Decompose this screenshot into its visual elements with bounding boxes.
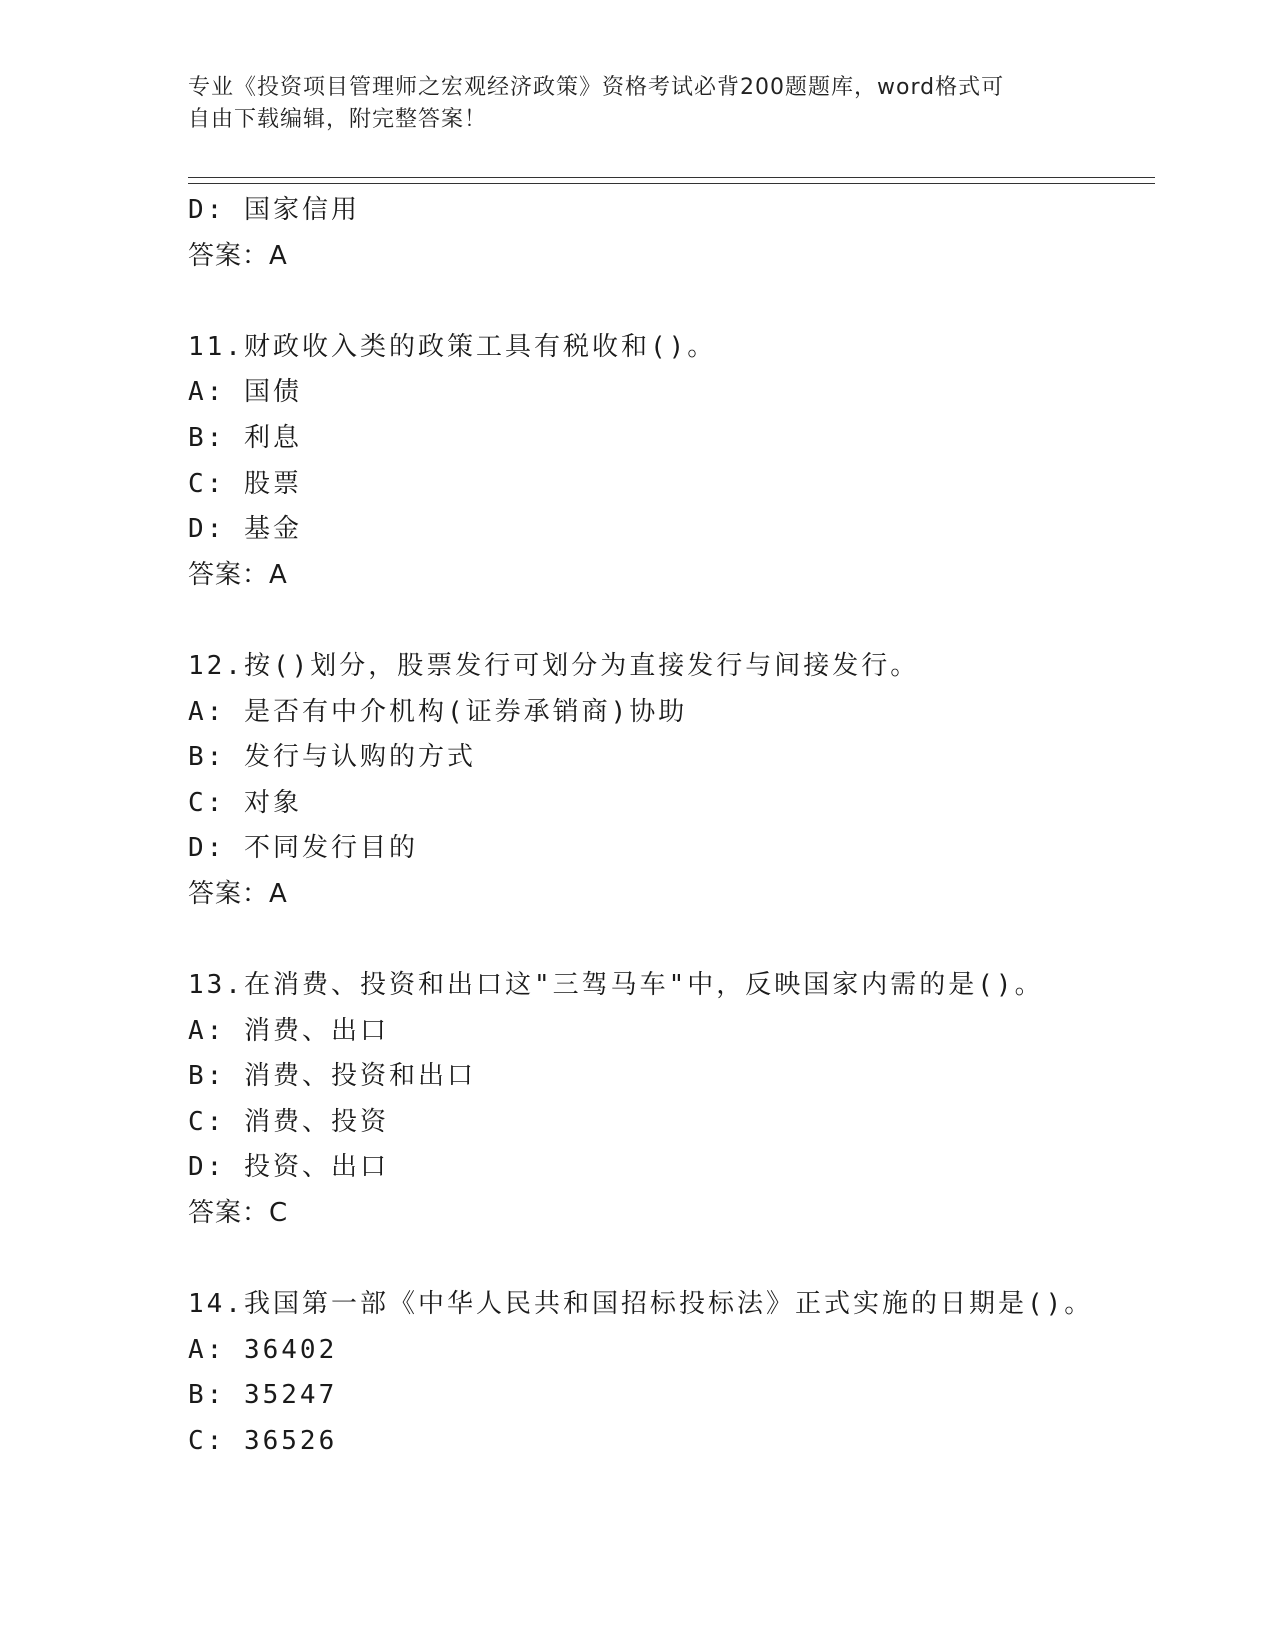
option-d: D: 投资、出口 [188,1152,389,1183]
spacer [188,598,1148,644]
header-divider-top [188,177,1155,178]
question-text: 12.按()划分，股票发行可划分为直接发行与间接发行。 [188,650,920,681]
option-a: A: 36402 [188,1334,338,1365]
question-block-13 [188,963,1148,1237]
question-text: 14.我国第一部《中华人民共和国招标投标法》正式实施的日期是()。 [188,1289,1094,1320]
option-b: B: 利息 [188,422,302,453]
option-b: B: 消费、投资和出口 [188,1061,476,1092]
option-a: A: 消费、出口 [188,1015,389,1046]
question-block-11 [188,325,1148,599]
answer: 答案：A [188,559,288,590]
option-d: D: 不同发行目的 [188,833,418,864]
header-line-2: 自由下载编辑，附完整答案！ [188,107,488,132]
option-d: D: 基金 [188,514,302,545]
spacer [188,918,1148,964]
answer: 答案：A [188,240,288,271]
option-c: C: 消费、投资 [188,1106,389,1137]
header-divider-bottom [188,183,1155,184]
question-text: 11.财政收入类的政策工具有税收和()。 [188,331,717,362]
option-a: A: 国债 [188,377,302,408]
question-block-12 [188,644,1148,918]
spacer [188,279,1148,325]
option-c: C: 股票 [188,468,302,499]
question-content [188,188,1148,1465]
header-line-1: 专业《投资项目管理师之宏观经济政策》资格考试必背200题题库，word格式可 [188,75,1005,100]
document-header [188,72,1068,136]
option-b: B: 35247 [188,1380,338,1411]
option-c: C: 36526 [188,1426,338,1457]
option-b: B: 发行与认购的方式 [188,742,476,773]
question-block-14 [188,1282,1148,1464]
option-a: A: 是否有中介机构(证券承销商)协助 [188,696,688,727]
option-c: C: 对象 [188,787,302,818]
question-text: 13.在消费、投资和出口这"三驾马车"中，反映国家内需的是()。 [188,970,1044,1001]
answer: 答案：C [188,1198,289,1229]
spacer [188,1237,1148,1283]
answer: 答案：A [188,878,288,909]
option-d: D: 国家信用 [188,195,360,225]
